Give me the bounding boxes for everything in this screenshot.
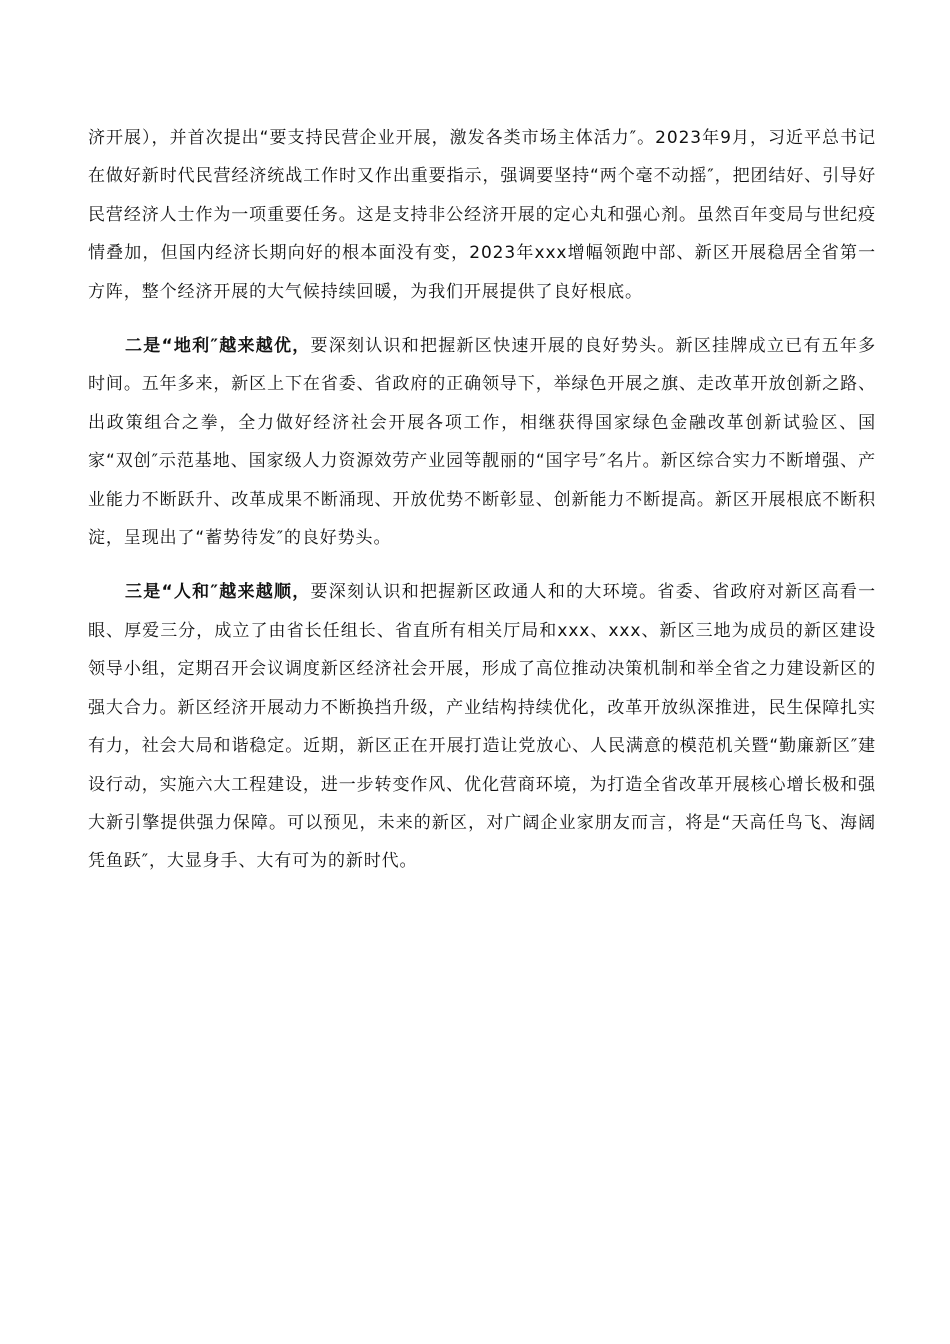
document-body (88, 119, 876, 881)
paragraph-text: 济开展），并首次提出“要支持民营企业开展，激发各类市场主体活力″。2023年9月，习近平总书记在做好新时代民营经济统战工作时又作出重要指示，强调要坚持“两个毫不动摇″，把团结好、引导好民营经济人士作为一项重要任务。这是支持非公经济开展的定心丸和强心剂。虽然百年变局与世纪疫情叠加，但国内经济长期向好的根本面没有变，2023年xxx增幅领跑中部、新区开展稳居全省第一方阵，整个经济开展的大气候持续回暖，为我们开展提供了良好根底。 (88, 128, 876, 302)
paragraph-lead-heading: 二是“地利″越来越优， (125, 336, 311, 357)
paragraph-text: 要深刻认识和把握新区政通人和的大环境。省委、省政府对新区高看一眼、厚爱三分，成立了由省长任组长、省直所有相关厅局和xxx、xxx、新区三地为成员的新区建设领导小组，定期召开会议调度新区经济社会开展，形成了高位推动决策机制和举全省之力建设新区的强大合力。新区经济开展动力不断换挡升级，产业结构持续优化，改革开放纵深推进，民生保障扎实有力，社会大局和谐稳定。近期，新区正在开展打造让党放心、人民满意的模范机关暨“勤廉新区″建设行动，实施六大工程建设，进一步转变作风、优化营商环境，为打造全省改革开展核心增长极和强大新引擎提供强力保障。可以预见，未来的新区，对广阔企业家朋友而言，将是“天高任鸟飞、海阔凭鱼跃″，大显身手、大有可为的新时代。 (88, 582, 876, 872)
paragraph-spacer (88, 311, 876, 327)
paragraph-lead-heading: 三是“人和″越来越顺， (125, 582, 311, 603)
paragraph-spacer (88, 557, 876, 573)
paragraph-text: 要深刻认识和把握新区快速开展的良好势头。新区挂牌成立已有五年多时间。五年多来，新区上下在省委、省政府的正确领导下，举绿色开展之旗、走改革开放创新之路、出政策组合之拳，全力做好经济社会开展各项工作，相继获得国家绿色金融改革创新试验区、国家“双创″示范基地、国家级人力资源效劳产业园等靓丽的“国字号″名片。新区综合实力不断增强、产业能力不断跃升、改革成果不断涌现、开放优势不断彰显、创新能力不断提高。新区开展根底不断积淀，呈现出了“蓄势待发″的良好势头。 (88, 336, 876, 549)
paragraph-human-harmony (88, 573, 876, 880)
paragraph-economy-climate (88, 119, 876, 311)
paragraph-geographic-advantage (88, 327, 876, 557)
